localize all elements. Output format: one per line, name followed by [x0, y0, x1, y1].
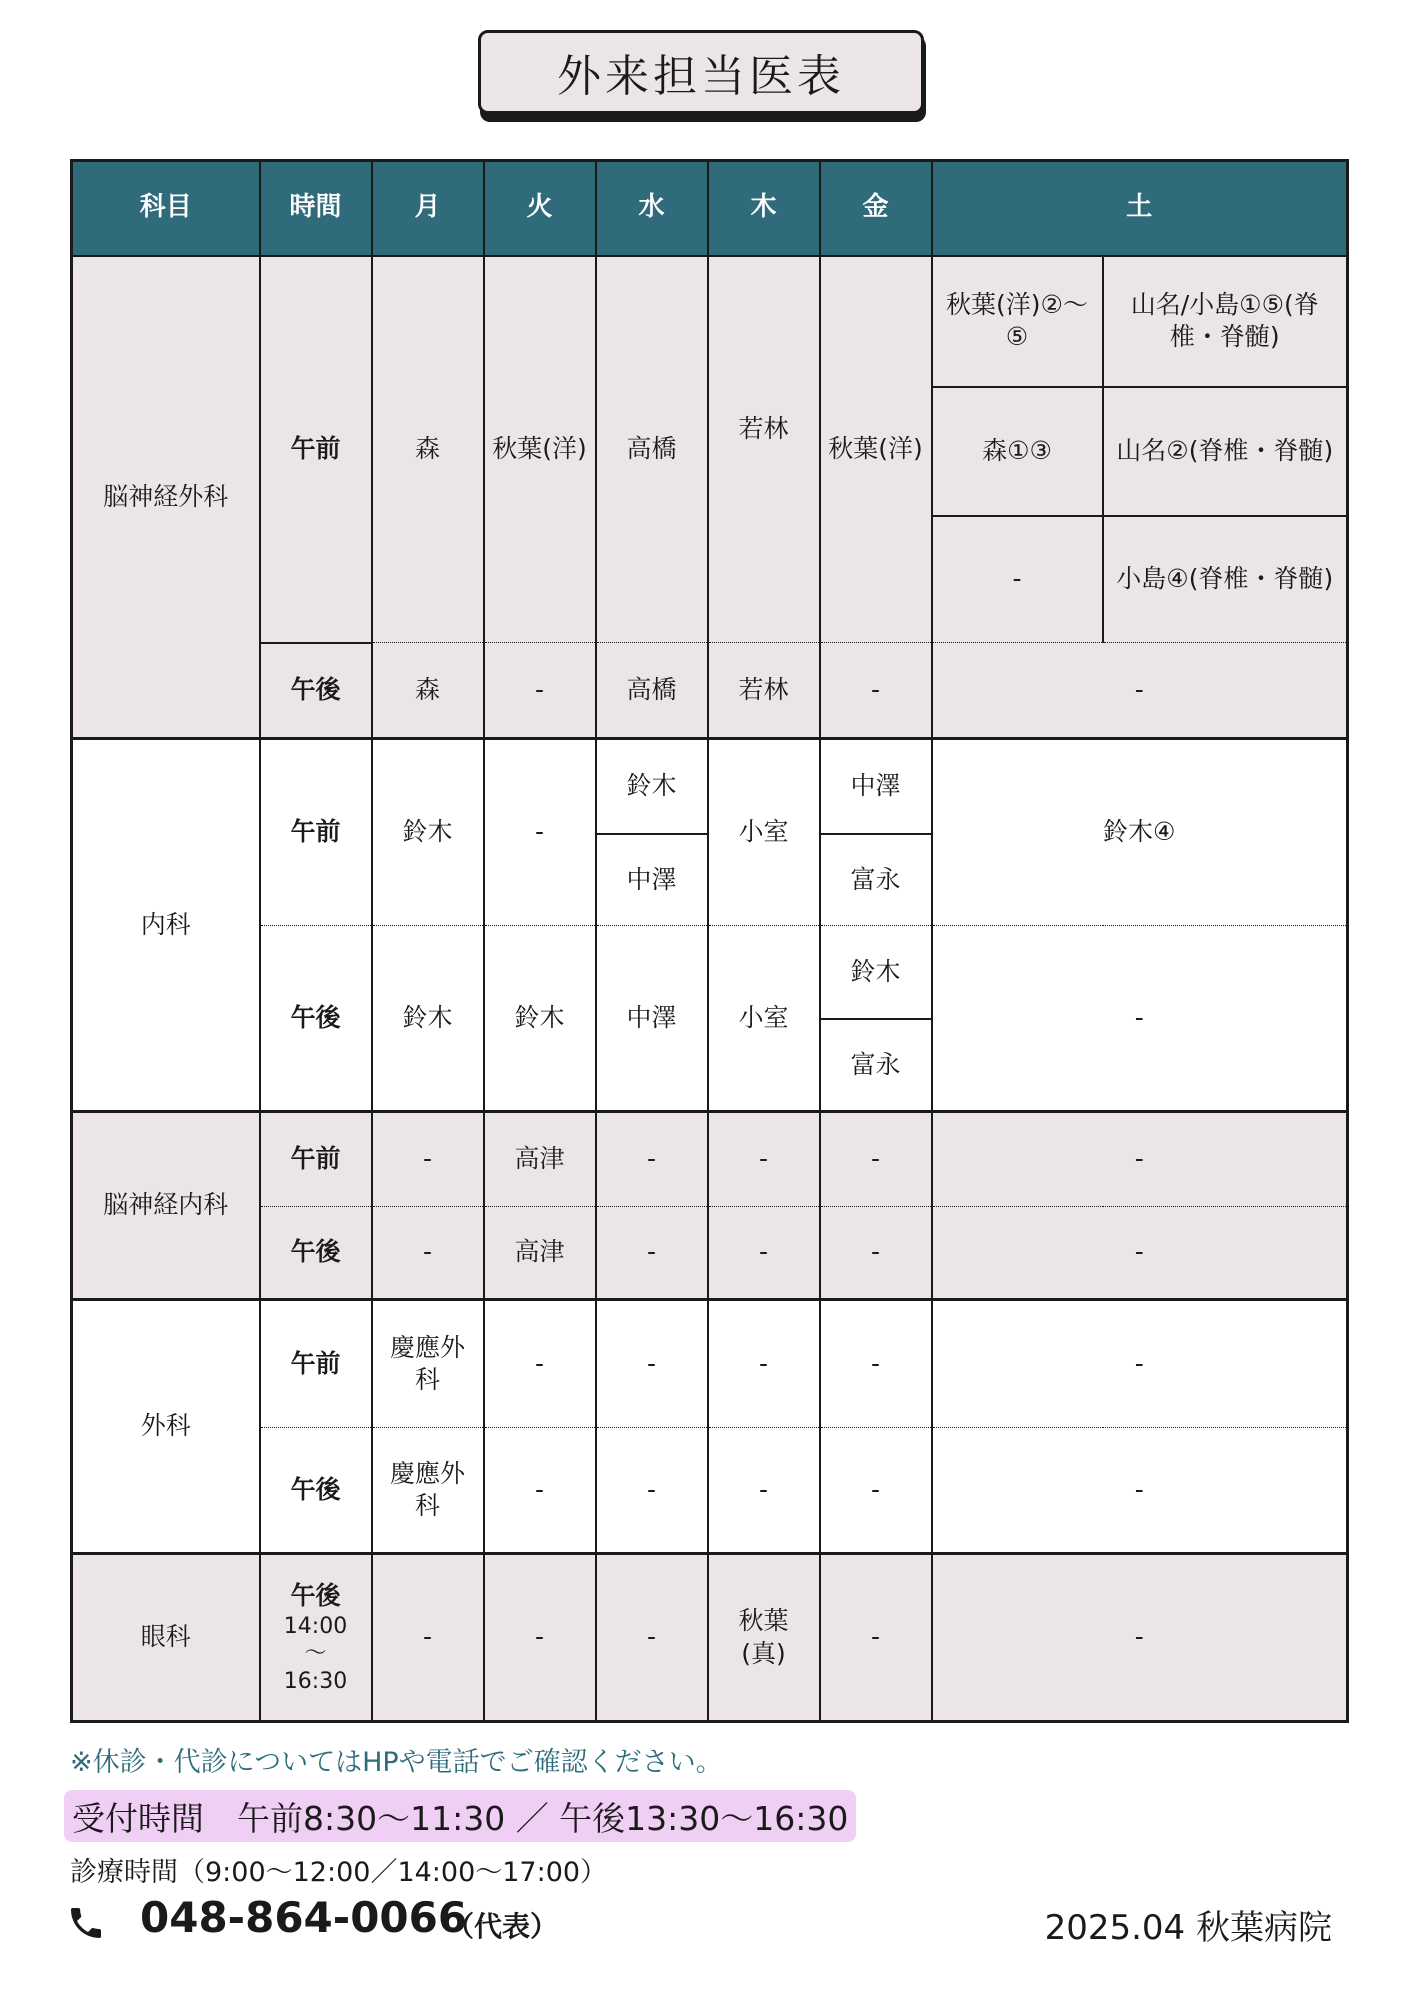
cell-sat-left: 森①③ [932, 387, 1103, 516]
cell-wed: - [596, 1554, 708, 1722]
cell-wed: 中澤 [596, 926, 708, 1112]
cell-sat: - [932, 1207, 1348, 1300]
ophthalmology-row [72, 1554, 1348, 1722]
cell-thu: 小室 [708, 739, 820, 926]
cell-mon: 鈴木 [372, 926, 484, 1112]
time-label: 午後 [290, 1581, 341, 1610]
cell-tue: - [484, 643, 596, 739]
cell-sat-left: 秋葉(洋)②～⑤ [932, 256, 1103, 387]
cell-thu: - [708, 1428, 820, 1554]
header-time: 時間 [260, 161, 372, 256]
cell-sat-right: 小島④(脊椎・脊髄) [1103, 516, 1348, 643]
cell-tue: 鈴木 [484, 926, 596, 1112]
cell-mon: 森 [372, 643, 484, 739]
cell-thu: 秋葉(真) [708, 1554, 820, 1722]
cell-fri: - [820, 1428, 932, 1554]
header-dept: 科目 [72, 161, 260, 256]
dept-neurology: 脳神経内科 [72, 1112, 260, 1300]
cell-sat: - [932, 1428, 1348, 1554]
header-mon: 月 [372, 161, 484, 256]
cell-mon: - [372, 1207, 484, 1300]
cell-thu: - [708, 1207, 820, 1300]
dept-ophthalmology: 眼科 [72, 1554, 260, 1722]
cell-thu: 小室 [708, 926, 820, 1112]
cell-tue: - [484, 1428, 596, 1554]
internal-am-row-1 [72, 739, 1348, 834]
cell-fri: - [820, 643, 932, 739]
cell-tue: 高津 [484, 1112, 596, 1207]
cell-fri: - [820, 1554, 932, 1722]
header-wed: 水 [596, 161, 708, 256]
time-pm: 午後 [260, 926, 372, 1112]
cell-sat-right: 山名②(脊椎・脊髄) [1103, 387, 1348, 516]
title-wrap [478, 30, 928, 122]
page-title: 外来担当医表 [478, 30, 924, 114]
cell-sat: - [932, 926, 1348, 1112]
header-sat: 土 [932, 161, 1348, 256]
time-am: 午前 [260, 256, 372, 643]
header-row [72, 161, 1348, 256]
cell-sat: - [932, 1554, 1348, 1722]
cell-mon: 慶應外科 [372, 1428, 484, 1554]
cell-mon: 鈴木 [372, 739, 484, 926]
time-range: 14:00～16:30 [283, 1613, 348, 1694]
cell-tue: - [484, 1300, 596, 1428]
cell-mon: - [372, 1554, 484, 1722]
cell-sat: - [932, 1300, 1348, 1428]
cell-fri: 富永 [820, 1019, 932, 1112]
time-pm: 午後 [260, 1207, 372, 1300]
header-fri: 金 [820, 161, 932, 256]
cell-fri: - [820, 1300, 932, 1428]
cell-wed: 高橋 [596, 256, 708, 643]
time-am: 午前 [260, 1300, 372, 1428]
cell-wed: - [596, 1300, 708, 1428]
time-pm: 午後 [260, 643, 372, 739]
surgery-pm-row [72, 1428, 1348, 1554]
dept-surgery: 外科 [72, 1300, 260, 1554]
cell-thu: 若林 [708, 643, 820, 739]
header-thu: 木 [708, 161, 820, 256]
cell-mon: 慶應外科 [372, 1300, 484, 1428]
reception-hours: 受付時間 午前8:30～11:30 ／ 午後13:30～16:30 [64, 1790, 856, 1842]
phone-note: （代表） [446, 1910, 559, 1943]
cell-sat-right: 山名/小島①⑤(脊椎・脊髄) [1103, 256, 1348, 387]
time-pm-ophthalmology [260, 1554, 372, 1722]
cell-sat: - [932, 643, 1348, 739]
time-am: 午前 [260, 739, 372, 926]
cell-fri: 鈴木 [820, 926, 932, 1019]
consultation-hours: 診療時間（9:00～12:00／14:00～17:00） [70, 1857, 608, 1888]
neurosurgery-pm-row [72, 643, 1348, 739]
cell-fri: 秋葉(洋) [820, 256, 932, 643]
cell-sat: 鈴木④ [932, 739, 1348, 926]
cell-wed: 中澤 [596, 834, 708, 926]
cell-wed: - [596, 1207, 708, 1300]
dept-neurosurgery: 脳神経外科 [72, 256, 260, 739]
cell-fri: 富永 [820, 834, 932, 926]
cell-wed: - [596, 1428, 708, 1554]
cell-mon: - [372, 1112, 484, 1207]
neurosurgery-am-row-1 [72, 256, 1348, 387]
dept-internal: 内科 [72, 739, 260, 1112]
cell-sat-left: - [932, 516, 1103, 643]
cell-sat: - [932, 1112, 1348, 1207]
cell-thu: - [708, 1112, 820, 1207]
cell-mon: 森 [372, 256, 484, 643]
neurology-pm-row [72, 1207, 1348, 1300]
cell-wed: 高橋 [596, 643, 708, 739]
surgery-am-row [72, 1300, 1348, 1428]
cell-thu: - [708, 1300, 820, 1428]
cell-tue: 秋葉(洋) [484, 256, 596, 643]
time-am: 午前 [260, 1112, 372, 1207]
cell-fri: - [820, 1207, 932, 1300]
closure-note: ※休診・代診についてはHPや電話でご確認ください。 [70, 1747, 723, 1778]
phone-icon [66, 1903, 106, 1943]
footer-date-hospital: 2025.04 秋葉病院 [1044, 1908, 1332, 1948]
cell-wed: 鈴木 [596, 739, 708, 834]
cell-fri: - [820, 1112, 932, 1207]
header-tue: 火 [484, 161, 596, 256]
schedule-table [70, 159, 1349, 1723]
cell-fri: 中澤 [820, 739, 932, 834]
phone-number: 048-864-0066 [140, 1893, 468, 1942]
cell-tue: - [484, 1554, 596, 1722]
cell-tue: - [484, 739, 596, 926]
time-pm: 午後 [260, 1428, 372, 1554]
internal-pm-row-1 [72, 926, 1348, 1019]
cell-thu: 若林 [708, 256, 820, 643]
neurology-am-row [72, 1112, 1348, 1207]
cell-tue: 高津 [484, 1207, 596, 1300]
cell-wed: - [596, 1112, 708, 1207]
